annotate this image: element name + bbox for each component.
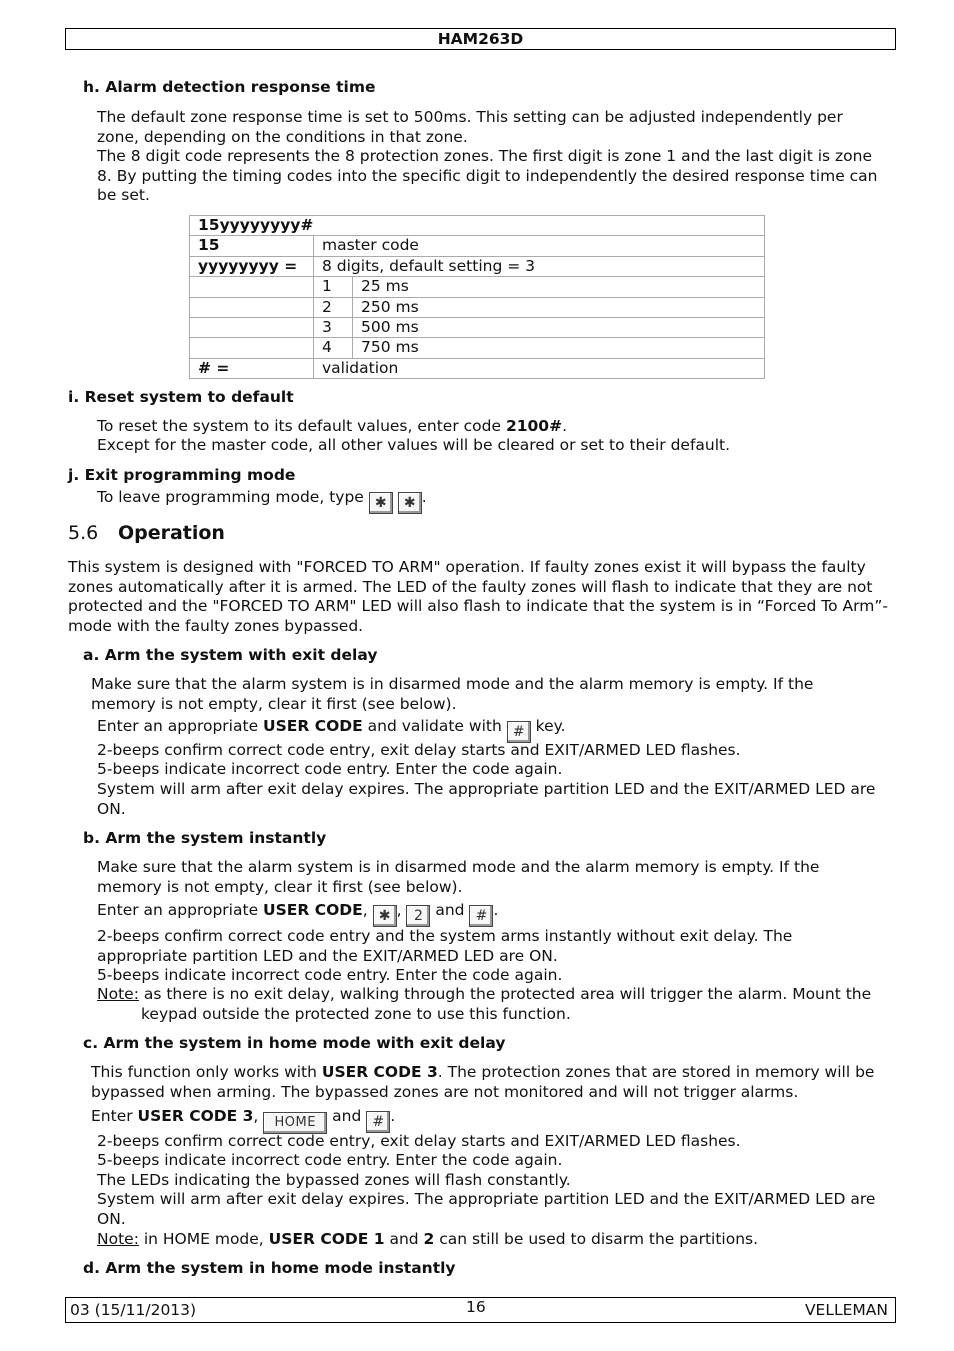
section-c-note: Note: in HOME mode, USER CODE 1 and 2 can still be used to disarm the partitions. [97, 1230, 759, 1248]
section-c-paragraph: This function only works with USER CODE 3. The protection zones that are stored in memory will be bypassed when arming. The bypassed zones are not monitored and will not trigger alarms. [91, 1063, 875, 1101]
section-h-heading: h. Alarm detection response time [83, 78, 376, 96]
section-j-line: To leave programming mode, type ✱ ✱ . [97, 488, 427, 514]
section-a-line-2: 2-beeps confirm correct code entry, exit delay starts and EXIT/ARMED LED flashes. [97, 741, 741, 759]
note-label: Note: [97, 985, 139, 1003]
section-b-heading: b. Arm the system instantly [83, 829, 327, 847]
section-c-line-3: 5-beeps indicate incorrect code entry. Enter the code again. [97, 1151, 563, 1169]
section-a-line-3: 5-beeps indicate incorrect code entry. Enter the code again. [97, 760, 563, 778]
section-b-line-1: Enter an appropriate USER CODE, ✱ , 2 and # . [97, 901, 498, 927]
option-value: 250 ms [353, 297, 765, 317]
star-key-icon: ✱ [398, 492, 422, 514]
option-value: 25 ms [353, 277, 765, 297]
section-d-heading: d. Arm the system in home mode instantly [83, 1259, 456, 1277]
section-c-heading: c. Arm the system in home mode with exit delay [83, 1034, 506, 1052]
star-key-icon: ✱ [369, 492, 393, 514]
two-key-icon: 2 [406, 905, 430, 927]
section-5-6-title: 5.6 Operation [68, 522, 225, 544]
option-number: 3 [314, 317, 353, 337]
table-value: master code [314, 236, 765, 256]
table-row [190, 277, 765, 297]
hash-key-icon: # [366, 1111, 390, 1133]
section-a-paragraph: Make sure that the alarm system is in disarmed mode and the alarm memory is empty. If the memory is not empty, clear it first (see below). [91, 675, 814, 713]
table-value: validation [314, 358, 765, 378]
page-number: 16 [466, 1298, 486, 1316]
table-row [190, 338, 765, 358]
table-value: 8 digits, default setting = 3 [314, 256, 765, 276]
section-a-line-4: System will arm after exit delay expires. The appropriate partition LED and the EXIT/ARMED LED are ON. [97, 780, 876, 818]
section-j-heading: j. Exit programming mode [68, 466, 296, 484]
table-code: 15yyyyyyyy# [190, 216, 765, 236]
table-label: yyyyyyyy = [190, 256, 314, 276]
option-number: 2 [314, 297, 353, 317]
home-key-icon: HOME [263, 1112, 327, 1134]
option-value: 750 ms [353, 338, 765, 358]
section-a-heading: a. Arm the system with exit delay [83, 646, 378, 664]
section-b-line-3: 5-beeps indicate incorrect code entry. Enter the code again. [97, 966, 563, 984]
section-h-paragraph-2: The 8 digit code represents the 8 protection zones. The first digit is zone 1 and the last digit is zone 8. By putting the timing codes into the specific digit to independently the desired response time can be set. [97, 147, 878, 204]
response-time-table [189, 215, 765, 379]
page-footer [65, 1297, 896, 1323]
section-h-paragraph-1: The default zone response time is set to 500ms. This setting can be adjusted independently per zone, depending on the conditions in that zone. [97, 108, 843, 146]
table-row [190, 297, 765, 317]
reset-code: 2100# [505, 417, 563, 435]
option-number: 1 [314, 277, 353, 297]
page-header: HAM263D [65, 28, 896, 50]
table-row [190, 317, 765, 337]
footer-date: 03 (15/11/2013) [70, 1301, 197, 1319]
section-i-heading: i. Reset system to default [68, 388, 294, 406]
hash-key-icon: # [507, 721, 531, 743]
section-i-line-2: Except for the master code, all other values will be cleared or set to their default. [97, 436, 731, 454]
table-label: 15 [190, 236, 314, 256]
section-a-line-1: Enter an appropriate USER CODE and validate with # key. [97, 717, 566, 743]
option-value: 500 ms [353, 317, 765, 337]
section-i-line-1: To reset the system to its default values, enter code 2100#. [97, 417, 568, 435]
section-b-line-2: 2-beeps confirm correct code entry and the system arms instantly without exit delay. The appropriate partition LED and the EXIT/ARMED LED are ON. [97, 927, 793, 965]
footer-brand: VELLEMAN [804, 1301, 888, 1319]
section-c-line-2: 2-beeps confirm correct code entry, exit delay starts and EXIT/ARMED LED flashes. [97, 1132, 741, 1150]
star-key-icon: ✱ [373, 905, 397, 927]
section-b-paragraph: Make sure that the alarm system is in disarmed mode and the alarm memory is empty. If the memory is not empty, clear it first (see below). [97, 858, 820, 896]
section-c-line-1: Enter USER CODE 3, HOME and # . [91, 1107, 395, 1134]
option-number: 4 [314, 338, 353, 358]
section-c-line-4: The LEDs indicating the bypassed zones will flash constantly. [97, 1171, 571, 1189]
section-b-note: Note: as there is no exit delay, walking through the protected area will trigger the alarm. Mount the keypad outside the protected zone to use this function. [97, 985, 872, 1023]
note-label: Note: [97, 1230, 139, 1248]
hash-key-icon: # [469, 905, 493, 927]
section-c-line-5: System will arm after exit delay expires. The appropriate partition LED and the EXIT/ARMED LED are ON. [97, 1190, 876, 1228]
section-5-6-paragraph: This system is designed with "FORCED TO ARM" operation. If faulty zones exist it will bypass the faulty zones automatically after it is armed. The LED of the faulty zones will flash to indicate that they are not protected and the "FORCED TO ARM" LED will also flash to indicate that the system is in “Forced To Arm”-mode with the faulty zones bypassed. [68, 558, 888, 635]
table-label: # = [190, 358, 314, 378]
